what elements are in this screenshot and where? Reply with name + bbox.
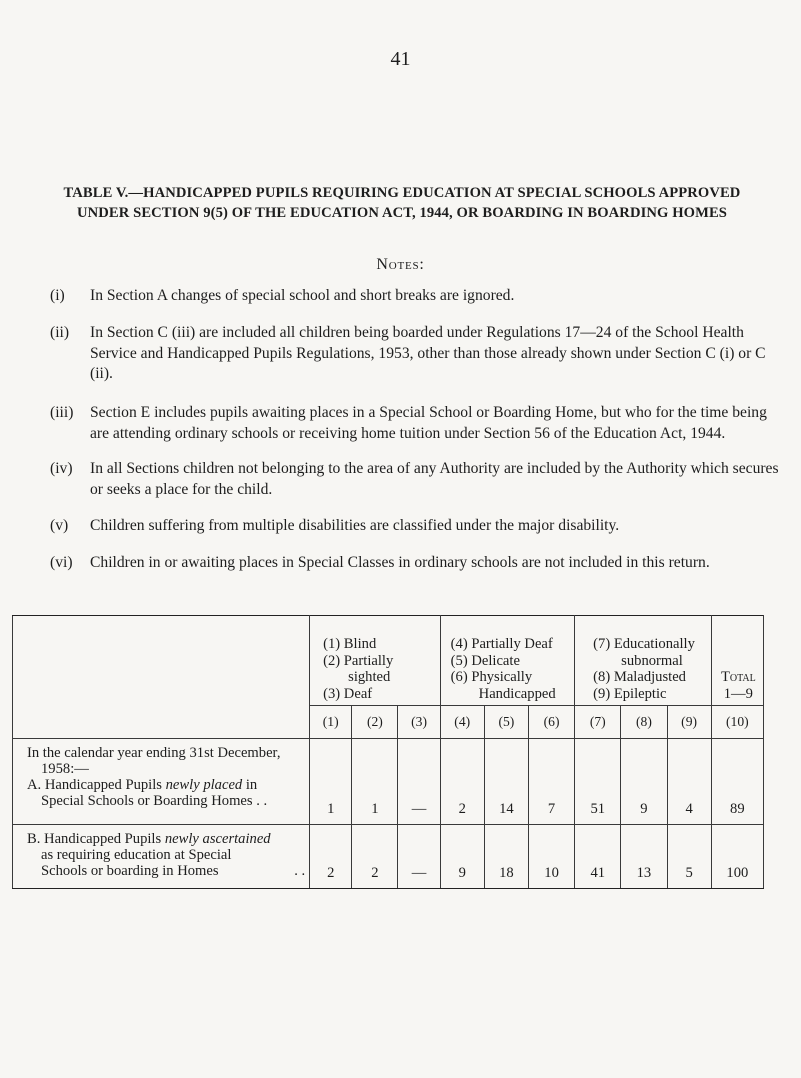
note-3 bbox=[50, 403, 770, 442]
table-cell: — bbox=[398, 825, 440, 889]
note-6 bbox=[50, 553, 770, 574]
table-cell: 14 bbox=[484, 739, 528, 825]
table-cell: 4 bbox=[667, 739, 711, 825]
group-header-2: (4) Partially Deaf (5) Delicate (6) Physically Handicapped bbox=[440, 616, 575, 706]
table-cell: — bbox=[398, 739, 440, 825]
note-text: In Section A changes of special school and short breaks are ignored. bbox=[90, 287, 515, 304]
blank-header-cell bbox=[13, 616, 310, 739]
notes-heading: Notes: bbox=[376, 256, 425, 273]
table-cell: 100 bbox=[711, 825, 763, 889]
note-number: (i) bbox=[50, 287, 65, 304]
total-header: Total 1—9 bbox=[711, 616, 763, 706]
title-line-1: TABLE V.—HANDICAPPED PUPILS REQUIRING EDUCATION AT SPECIAL SCHOOLS APPROVED bbox=[63, 185, 741, 201]
group-header-1: (1) Blind (2) Partially sighted (3) Deaf bbox=[310, 616, 441, 706]
col-number: (5) bbox=[484, 706, 528, 739]
table-cell: 1 bbox=[310, 739, 352, 825]
table-cell: 41 bbox=[575, 825, 621, 889]
table-cell: 2 bbox=[352, 825, 398, 889]
table-cell: 89 bbox=[711, 739, 763, 825]
table-cell: 51 bbox=[575, 739, 621, 825]
table-cell: 10 bbox=[528, 825, 574, 889]
note-number: (iii) bbox=[50, 404, 74, 421]
note-2 bbox=[50, 323, 770, 382]
table-cell: 1 bbox=[352, 739, 398, 825]
group-header-row bbox=[13, 616, 764, 706]
col-number: (10) bbox=[711, 706, 763, 739]
table-cell: 13 bbox=[621, 825, 667, 889]
table-row-b bbox=[13, 825, 764, 889]
col-number: (3) bbox=[398, 706, 440, 739]
table-cell: 7 bbox=[528, 739, 574, 825]
col-number: (9) bbox=[667, 706, 711, 739]
note-number: (v) bbox=[50, 517, 69, 534]
note-text: Children in or awaiting places in Special Classes in ordinary schools are not included in this return. bbox=[90, 554, 710, 571]
page-number: 41 bbox=[390, 48, 411, 70]
note-4 bbox=[50, 459, 779, 498]
note-text: In all Sections children not belonging to the area of any Authority are included by the Authority which secures or seeks a place for the child. bbox=[90, 460, 779, 498]
col-number: (6) bbox=[528, 706, 574, 739]
title-line-2: UNDER SECTION 9(5) OF THE EDUCATION ACT, 1944, OR BOARDING IN BOARDING HOMES bbox=[76, 205, 728, 221]
col-number: (1) bbox=[310, 706, 352, 739]
table-cell: 5 bbox=[667, 825, 711, 889]
note-number: (iv) bbox=[50, 460, 73, 477]
table-cell: 9 bbox=[440, 825, 484, 889]
group-header-3: (7) Educationally subnormal (8) Maladjusted (9) Epileptic bbox=[575, 616, 712, 706]
note-number: (vi) bbox=[50, 554, 73, 571]
col-number: (7) bbox=[575, 706, 621, 739]
handicapped-pupils-table bbox=[12, 615, 764, 889]
row-label-b: B. Handicapped Pupils newly ascertained as requiring education at Special Schools or boarding in Homes . . bbox=[13, 825, 310, 889]
note-5 bbox=[50, 516, 770, 537]
col-number: (8) bbox=[621, 706, 667, 739]
table-row-a bbox=[13, 739, 764, 825]
table-title bbox=[32, 183, 772, 223]
note-number: (ii) bbox=[50, 324, 70, 341]
note-text: In Section C (iii) are included all children being boarded under Regulations 17—24 of the School Health Service and Handicapped Pupils Regulations, 1953, other than those already shown under Section C (i) or C (ii). bbox=[90, 324, 766, 382]
table-cell: 2 bbox=[310, 825, 352, 889]
table-cell: 2 bbox=[440, 739, 484, 825]
note-1 bbox=[50, 286, 770, 307]
col-number: (2) bbox=[352, 706, 398, 739]
note-text: Children suffering from multiple disabilities are classified under the major disability. bbox=[90, 517, 620, 534]
table-cell: 18 bbox=[484, 825, 528, 889]
note-text: Section E includes pupils awaiting places in a Special School or Boarding Home, but who for the time being are attending ordinary schools or receiving home tuition under Section 56 of the Education Act, 1944. bbox=[90, 404, 767, 442]
col-number: (4) bbox=[440, 706, 484, 739]
row-label-a: In the calendar year ending 31st December, 1958:— A. Handicapped Pupils newly placed in Special Schools or Boarding Homes . . bbox=[13, 739, 310, 825]
table-cell: 9 bbox=[621, 739, 667, 825]
